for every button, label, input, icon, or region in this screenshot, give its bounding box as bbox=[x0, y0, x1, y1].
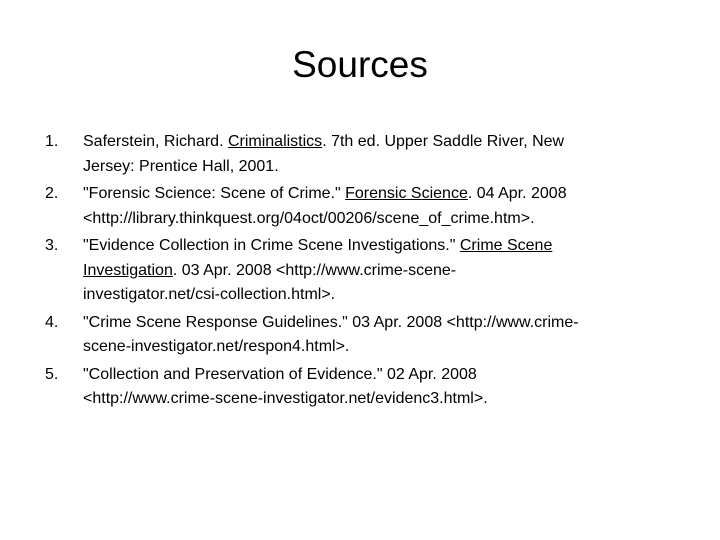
slide-title: Sources bbox=[292, 44, 428, 85]
list-item bbox=[0, 363, 720, 412]
citation-text: "Evidence Collection in Crime Scene Investigations." bbox=[83, 237, 460, 254]
list-item bbox=[0, 311, 720, 360]
citation-text: . 7th ed. Upper Saddle River, New bbox=[322, 133, 565, 150]
citation-title: Investigation bbox=[83, 261, 173, 279]
citation-text: . 04 Apr. 2008 bbox=[467, 185, 567, 202]
citation-text: . 03 Apr. 2008 <http://www.crime-scene- bbox=[172, 261, 457, 279]
citation-text: Jersey: Prentice Hall, 2001. bbox=[83, 157, 279, 175]
item-number: 3. bbox=[45, 237, 59, 254]
item-number: 1. bbox=[45, 133, 59, 150]
citation-text: "Forensic Science: Scene of Crime." bbox=[83, 185, 346, 202]
citation-title: Criminalistics bbox=[227, 133, 323, 150]
citation-url: <http://library.thinkquest.org/04oct/00206/scene_of_crime.htm>. bbox=[83, 209, 535, 227]
list-item bbox=[0, 182, 720, 231]
sources-list bbox=[0, 130, 720, 415]
citation-url: scene-investigator.net/respon4.html>. bbox=[83, 338, 350, 355]
item-number: 2. bbox=[45, 185, 59, 202]
list-item bbox=[0, 234, 720, 308]
item-number: 4. bbox=[45, 313, 59, 331]
citation-url: investigator.net/csi-collection.html>. bbox=[83, 286, 336, 303]
citation-text: Saferstein, Richard. bbox=[83, 133, 228, 150]
citation-text: "Collection and Preservation of Evidence." 02 Apr. 2008 bbox=[83, 365, 477, 383]
citation-url: <http://www.crime-scene-investigator.net/evidenc3.html>. bbox=[83, 390, 488, 407]
list-item bbox=[0, 130, 720, 179]
citation-title: Crime Scene bbox=[459, 237, 553, 254]
item-number: 5. bbox=[45, 365, 59, 383]
citation-text: "Crime Scene Response Guidelines." 03 Apr. 2008 <http://www.crime- bbox=[83, 313, 579, 331]
citation-title: Forensic Science bbox=[345, 185, 468, 202]
